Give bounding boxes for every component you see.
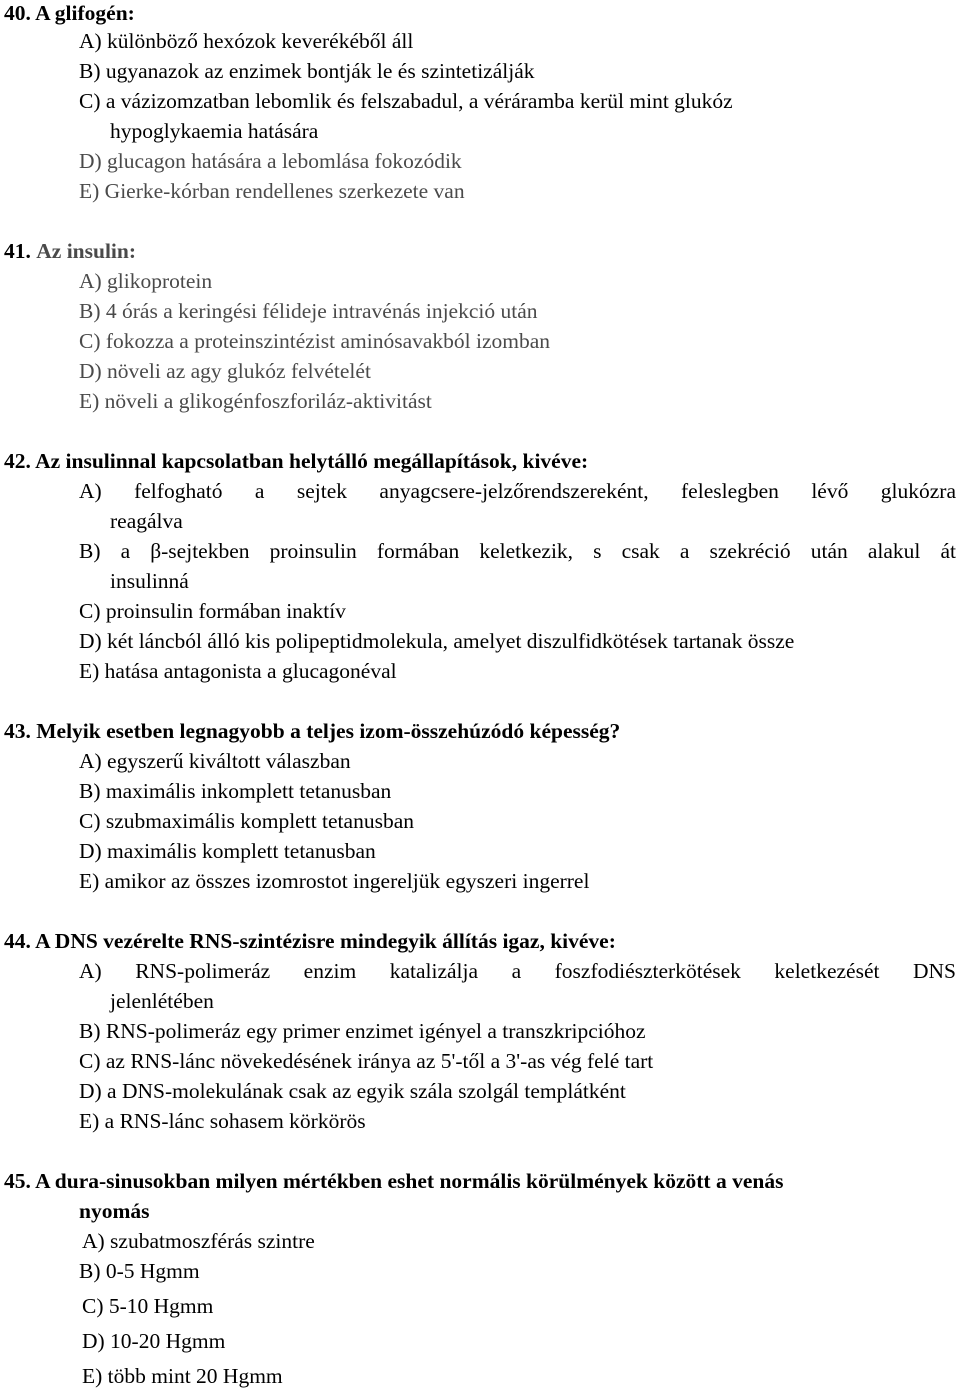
question-44-option-c: C) az RNS-lánc növekedésének iránya az 5'-től a 3'-as vég felé tart	[79, 1049, 654, 1073]
question-42-option-a: A) felfogható a sejtek anyagcsere-jelzőrendszereként, feleslegben lévő glukózra	[79, 479, 956, 503]
question-45-option-c: C) 5-10 Hgmm	[82, 1294, 214, 1318]
question-42-option-d: D) két láncból álló kis polipeptidmolekula, amelyet diszulfidkötések tartanak össze	[79, 629, 795, 653]
question-44-option-a: A) RNS-polimeráz enzim katalizálja a foszfodiészterkötések keletkezését DNS	[79, 959, 956, 983]
question-42-number: 42.	[4, 449, 31, 473]
question-43-stem: Melyik esetben legnagyobb a teljes izom-összehúzódó képesség?	[36, 719, 621, 743]
question-45-option-b: B) 0-5 Hgmm	[79, 1259, 200, 1283]
question-41-heading	[4, 238, 136, 264]
question-45-number: 45.	[4, 1169, 31, 1193]
question-43-number: 43.	[4, 719, 31, 743]
question-41-option-d: D) növeli az agy glukóz felvételét	[79, 359, 371, 383]
question-42-option-a-continuation: reagálva	[110, 509, 183, 533]
question-44-option-d: D) a DNS-molekulának csak az egyik szála szolgál templátként	[79, 1079, 626, 1103]
question-44-stem: A DNS vezérelte RNS-szintézisre mindegyik állítás igaz, kivéve:	[35, 929, 616, 953]
question-42-heading	[4, 448, 588, 474]
question-44-option-e: E) a RNS-lánc sohasem körkörös	[79, 1109, 366, 1133]
question-45-heading	[4, 1168, 783, 1194]
question-44-number: 44.	[4, 929, 31, 953]
question-45-option-e: E) több mint 20 Hgmm	[82, 1364, 283, 1388]
question-41-stem: Az insulin:	[36, 239, 137, 263]
question-42-option-b: B) a β-sejtekben proinsulin formában keletkezik, s csak a szekréció után alakul át	[79, 539, 956, 563]
question-44-option-a-continuation: jelenlétében	[110, 989, 214, 1013]
question-41-option-e: E) növeli a glikogénfoszforiláz-aktivitást	[79, 389, 432, 413]
question-42-option-e: E) hatása antagonista a glucagonéval	[79, 659, 397, 683]
question-44-option-b: B) RNS-polimeráz egy primer enzimet igényel a transzkripcióhoz	[79, 1019, 646, 1043]
question-45-option-d: D) 10-20 Hgmm	[82, 1329, 226, 1353]
question-40-option-a: A) különböző hexózok keverékéből áll	[79, 29, 414, 53]
question-44-heading	[4, 928, 616, 954]
question-41-number: 41.	[4, 239, 31, 263]
question-41-option-b: B) 4 órás a keringési félideje intravénás injekció után	[79, 299, 538, 323]
question-43-option-d: D) maximális komplett tetanusban	[79, 839, 376, 863]
question-43-heading	[4, 718, 620, 744]
question-40-stem: A glifogén:	[35, 1, 135, 25]
question-42-option-c: C) proinsulin formában inaktív	[79, 599, 346, 623]
question-40-heading	[4, 0, 135, 26]
question-43-option-b: B) maximális inkomplett tetanusban	[79, 779, 392, 803]
question-45-stem: A dura-sinusokban milyen mértékben eshet normális körülmények között a venás	[35, 1169, 784, 1193]
question-41-option-a: A) glikoprotein	[79, 269, 213, 293]
question-40-option-b: B) ugyanazok az enzimek bontják le és szintetizálják	[79, 59, 535, 83]
question-41-option-c: C) fokozza a proteinszintézist aminósavakból izomban	[79, 329, 551, 353]
question-42-option-b-continuation: insulinná	[110, 569, 189, 593]
question-42-stem: Az insulinnal kapcsolatban helytálló megállapítások, kivéve:	[35, 449, 589, 473]
question-40-option-d: D) glucagon hatására a lebomlása fokozódik	[79, 149, 462, 173]
question-40-number: 40.	[4, 1, 31, 25]
question-43-option-c: C) szubmaximális komplett tetanusban	[79, 809, 414, 833]
question-43-option-e: E) amikor az összes izomrostot ingereljük egyszeri ingerrel	[79, 869, 590, 893]
question-40-option-e: E) Gierke-kórban rendellenes szerkezete van	[79, 179, 465, 203]
question-45-option-a: A) szubatmoszférás szintre	[82, 1229, 315, 1253]
question-45-stem-continuation: nyomás	[79, 1199, 150, 1223]
question-40-option-c: C) a vázizomzatban lebomlik és felszabadul, a véráramba kerül mint glukóz	[79, 89, 733, 113]
question-43-option-a: A) egyszerű kiváltott válaszban	[79, 749, 351, 773]
question-40-option-c-continuation: hypoglykaemia hatására	[110, 119, 319, 143]
